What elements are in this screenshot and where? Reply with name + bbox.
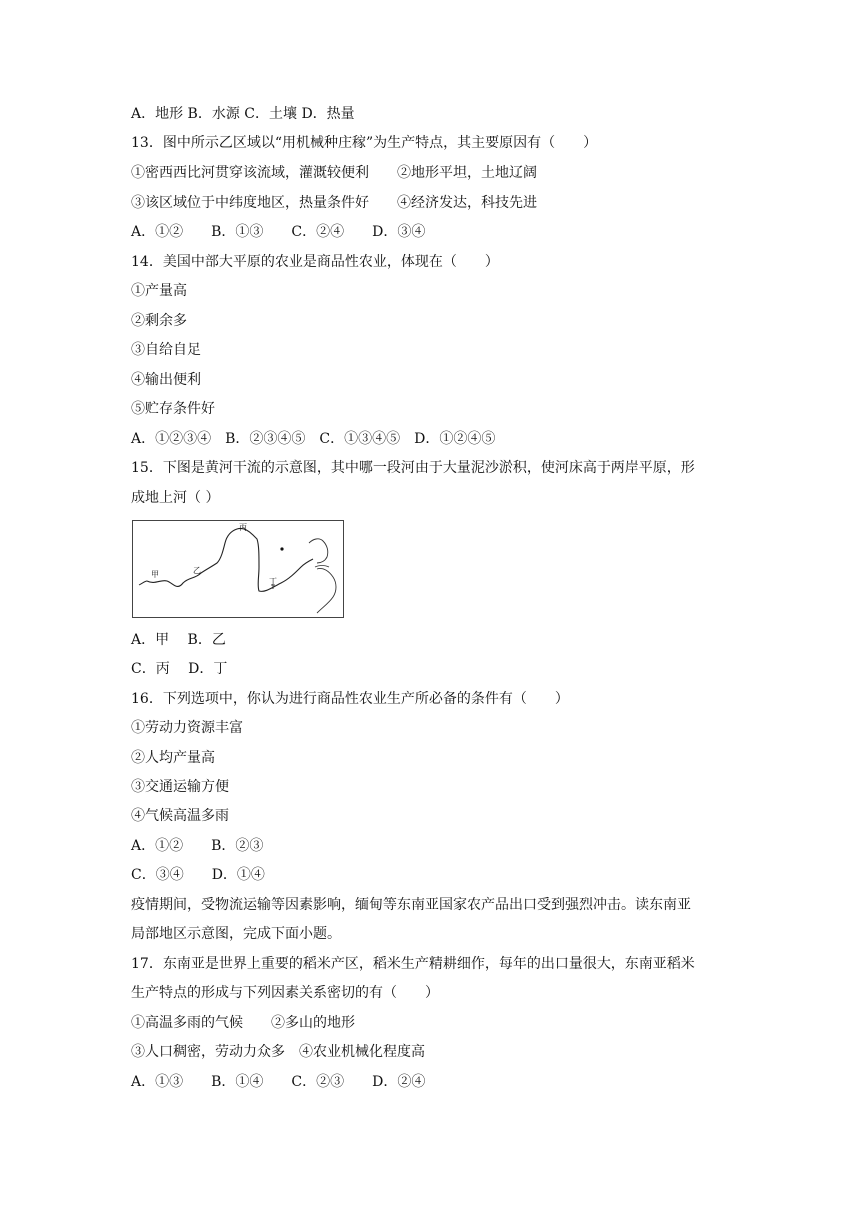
q16-stem: 16．下列选项中，你认为进行商品性农业生产所必备的条件有（ ） bbox=[131, 691, 569, 707]
q15-stem-line-2: 成地上河（ ） bbox=[131, 490, 220, 506]
q13-statement-1-2: ①密西西比河贯穿该流域，灌溉较便利 ②地形平坦，土地辽阔 bbox=[131, 165, 537, 181]
map-label-jia: 甲 bbox=[151, 570, 159, 579]
q16-statement-1: ①劳动力资源丰富 bbox=[131, 720, 243, 736]
map-label-yi: 乙 bbox=[193, 566, 201, 575]
q13-statement-3-4: ③该区域位于中纬度地区，热量条件好 ④经济发达，科技先进 bbox=[131, 195, 537, 211]
yellow-river-map-drawing bbox=[133, 521, 343, 617]
q14-statement-4: ④输出便利 bbox=[131, 372, 201, 388]
q14-stem: 14．美国中部大平原的农业是商品性农业，体现在（ ） bbox=[131, 254, 499, 270]
tributary-jia bbox=[139, 581, 147, 585]
q14-statement-3: ③自给自足 bbox=[131, 342, 201, 358]
q14-statement-5: ⑤贮存条件好 bbox=[131, 401, 215, 417]
q15-options-c-d: C．丙 D．丁 bbox=[131, 661, 228, 677]
q16-statement-4: ④气候高温多雨 bbox=[131, 808, 229, 824]
q14-options: A．①②③④ B．②③④⑤ C．①③④⑤ D．①②④⑤ bbox=[131, 431, 496, 447]
q14-statement-1: ①产量高 bbox=[131, 283, 187, 299]
q16-statement-2: ②人均产量高 bbox=[131, 750, 215, 766]
q15-options-a-b: A．甲 B．乙 bbox=[131, 632, 226, 648]
q16-options-c-d: C．③④ D．①④ bbox=[131, 867, 265, 883]
coastline-east bbox=[317, 568, 336, 613]
q16-options-a-b: A．①② B．②③ bbox=[131, 838, 264, 854]
q16-statement-3: ③交通运输方便 bbox=[131, 779, 229, 795]
q13-stem: 13．图中所示乙区域以“用机械种庄稼”为生产特点，其主要原因有（ ） bbox=[131, 135, 598, 151]
yellow-river-map bbox=[132, 520, 344, 618]
q17-statement-3-4: ③人口稠密，劳动力众多 ④农业机械化程度高 bbox=[131, 1044, 425, 1060]
yellow-river-path bbox=[147, 528, 313, 591]
q12-options: A．地形 B．水源 C．土壤 D．热量 bbox=[131, 106, 355, 122]
city-dot bbox=[280, 547, 283, 550]
map-label-ding: 丁 bbox=[269, 577, 277, 586]
q17-stem-line-2: 生产特点的形成与下列因素关系密切的有（ ） bbox=[131, 985, 439, 1001]
q17-statement-1-2: ①高温多雨的气候 ②多山的地形 bbox=[131, 1015, 355, 1031]
shandong-peninsula bbox=[315, 566, 329, 568]
q17-options: A．①③ B．①④ C．②③ D．②④ bbox=[131, 1074, 426, 1090]
q13-options: A．①② B．①③ C．②④ D．③④ bbox=[131, 224, 426, 240]
q17-stem-line-1: 17．东南亚是世界上重要的稻米产区，稻米生产精耕细作，每年的出口量很大，东南亚稻米 bbox=[131, 956, 695, 972]
passage-line-2: 局部地区示意图，完成下面小题。 bbox=[131, 926, 341, 942]
map-label-bing: 丙 bbox=[239, 523, 247, 532]
q15-stem-line-1: 15．下图是黄河干流的示意图，其中哪一段河由于大量泥沙淤积，使河床高于两岸平原，形 bbox=[131, 460, 695, 476]
passage-line-1: 疫情期间，受物流运输等因素影响，缅甸等东南亚国家农产品出口受到强烈冲击。读东南亚 bbox=[131, 897, 691, 913]
q14-statement-2: ②剩余多 bbox=[131, 313, 187, 329]
